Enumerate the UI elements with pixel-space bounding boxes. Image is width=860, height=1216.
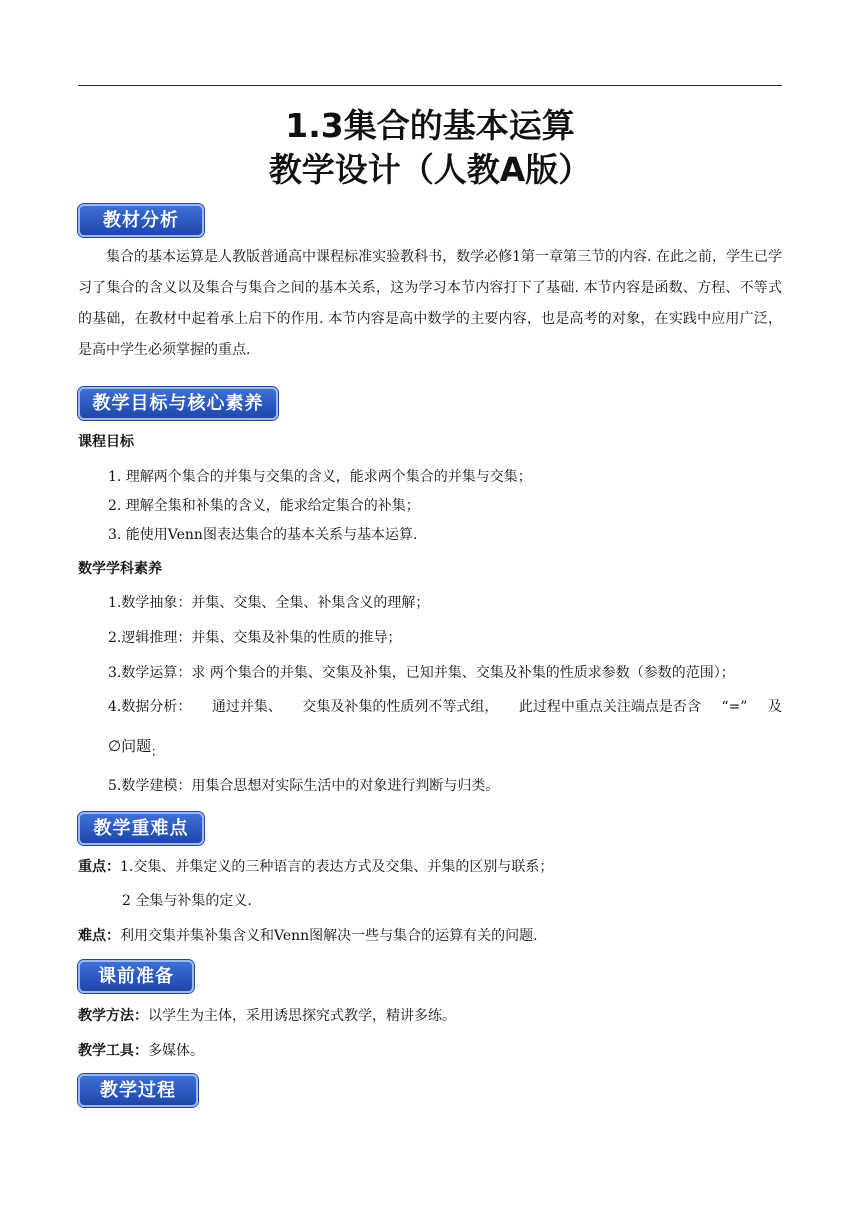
semicolon: ； xyxy=(151,745,163,758)
literacy-item-4-part: 此过程中重点关注端点是否含 xyxy=(518,699,701,715)
section-banner-process: 教学过程 xyxy=(78,1074,198,1107)
difficult-point-label: 难点： xyxy=(78,928,120,944)
empty-set-problem: ∅问题 xyxy=(108,737,152,755)
page-title: 1.3集合的基本运算 xyxy=(285,106,575,145)
teaching-method-label: 教学方法： xyxy=(78,1008,148,1024)
key-point-line xyxy=(78,857,553,877)
section-banner-analysis: 教材分析 xyxy=(78,204,204,237)
teaching-tool-label: 教学工具： xyxy=(78,1043,148,1059)
section-banner-preparation: 课前准备 xyxy=(78,960,194,993)
literacy-item: 1.数学抽象：并集、交集、全集、补集含义的理解； xyxy=(108,595,430,611)
teaching-method-line xyxy=(78,1006,456,1026)
literacy-item-4-part: 通过并集、 xyxy=(211,699,282,715)
course-goal-item: 1. 理解两个集合的并集与交集的含义，能求两个集合的并集与交集； xyxy=(108,469,532,485)
key-point-line-2: 2 全集与补集的定义. xyxy=(122,893,252,909)
key-point-text: 1.交集、并集定义的三种语言的表达方式及交集、并集的区别与联系； xyxy=(120,859,554,875)
literacy-item-4-part: “=” xyxy=(721,699,748,715)
literacy-item-4-part: 交集及补集的性质列不等式组， xyxy=(302,699,499,715)
key-point-label: 重点： xyxy=(78,859,120,875)
difficult-point-line xyxy=(78,926,538,946)
header-rule xyxy=(78,85,782,86)
literacy-item-4-continuation xyxy=(108,736,162,762)
literacy-item: 3.数学运算：求 两个集合的并集、交集及补集，已知并集、交集及补集的性质求参数（参数的范围）； xyxy=(108,665,735,681)
literacy-item-4-part: 4.数据分析： xyxy=(108,699,192,715)
analysis-paragraph: 集合的基本运算是人教版普通高中课程标准实验教科书，数学必修1第一章第三节的内容. 在此之前，学生已学习了集合的含义以及集合与集合之间的基本关系，这为学习本节内容打下了基础. 本节内容是函数、方程、不等式的基础，在教材中起着承上启下的作用. 本节内容是高中数学的主要内容，也是高考的对象，在实践中应用广泛，是高中学生必须掌握的重点. xyxy=(78,249,782,358)
literacy-heading: 数学学科素养 xyxy=(78,561,162,577)
literacy-item: 5.数学建模：用集合思想对实际生活中的对象进行判断与归类。 xyxy=(108,778,500,794)
difficult-point-text: 利用交集并集补集含义和Venn图解决一些与集合的运算有关的问题. xyxy=(120,928,538,944)
teaching-method-text: 以学生为主体，采用诱思探究式教学，精讲多练。 xyxy=(148,1008,456,1024)
section-banner-key-points: 教学重难点 xyxy=(78,812,204,845)
teaching-tool-line xyxy=(78,1041,204,1061)
literacy-item-4-part: 及 xyxy=(767,699,782,715)
section-banner-goals: 教学目标与核心素养 xyxy=(78,387,278,420)
literacy-item-4 xyxy=(108,697,782,717)
literacy-item: 2.逻辑推理：并集、交集及补集的性质的推导； xyxy=(108,630,402,646)
course-goal-item: 2. 理解全集和补集的含义，能求给定集合的补集； xyxy=(108,498,420,514)
page-subtitle: 教学设计（人教A版） xyxy=(268,150,592,189)
course-goal-item: 3. 能使用Venn图表达集合的基本关系与基本运算. xyxy=(108,527,418,543)
teaching-tool-text: 多媒体。 xyxy=(148,1043,204,1059)
course-goals-heading: 课程目标 xyxy=(78,434,134,450)
